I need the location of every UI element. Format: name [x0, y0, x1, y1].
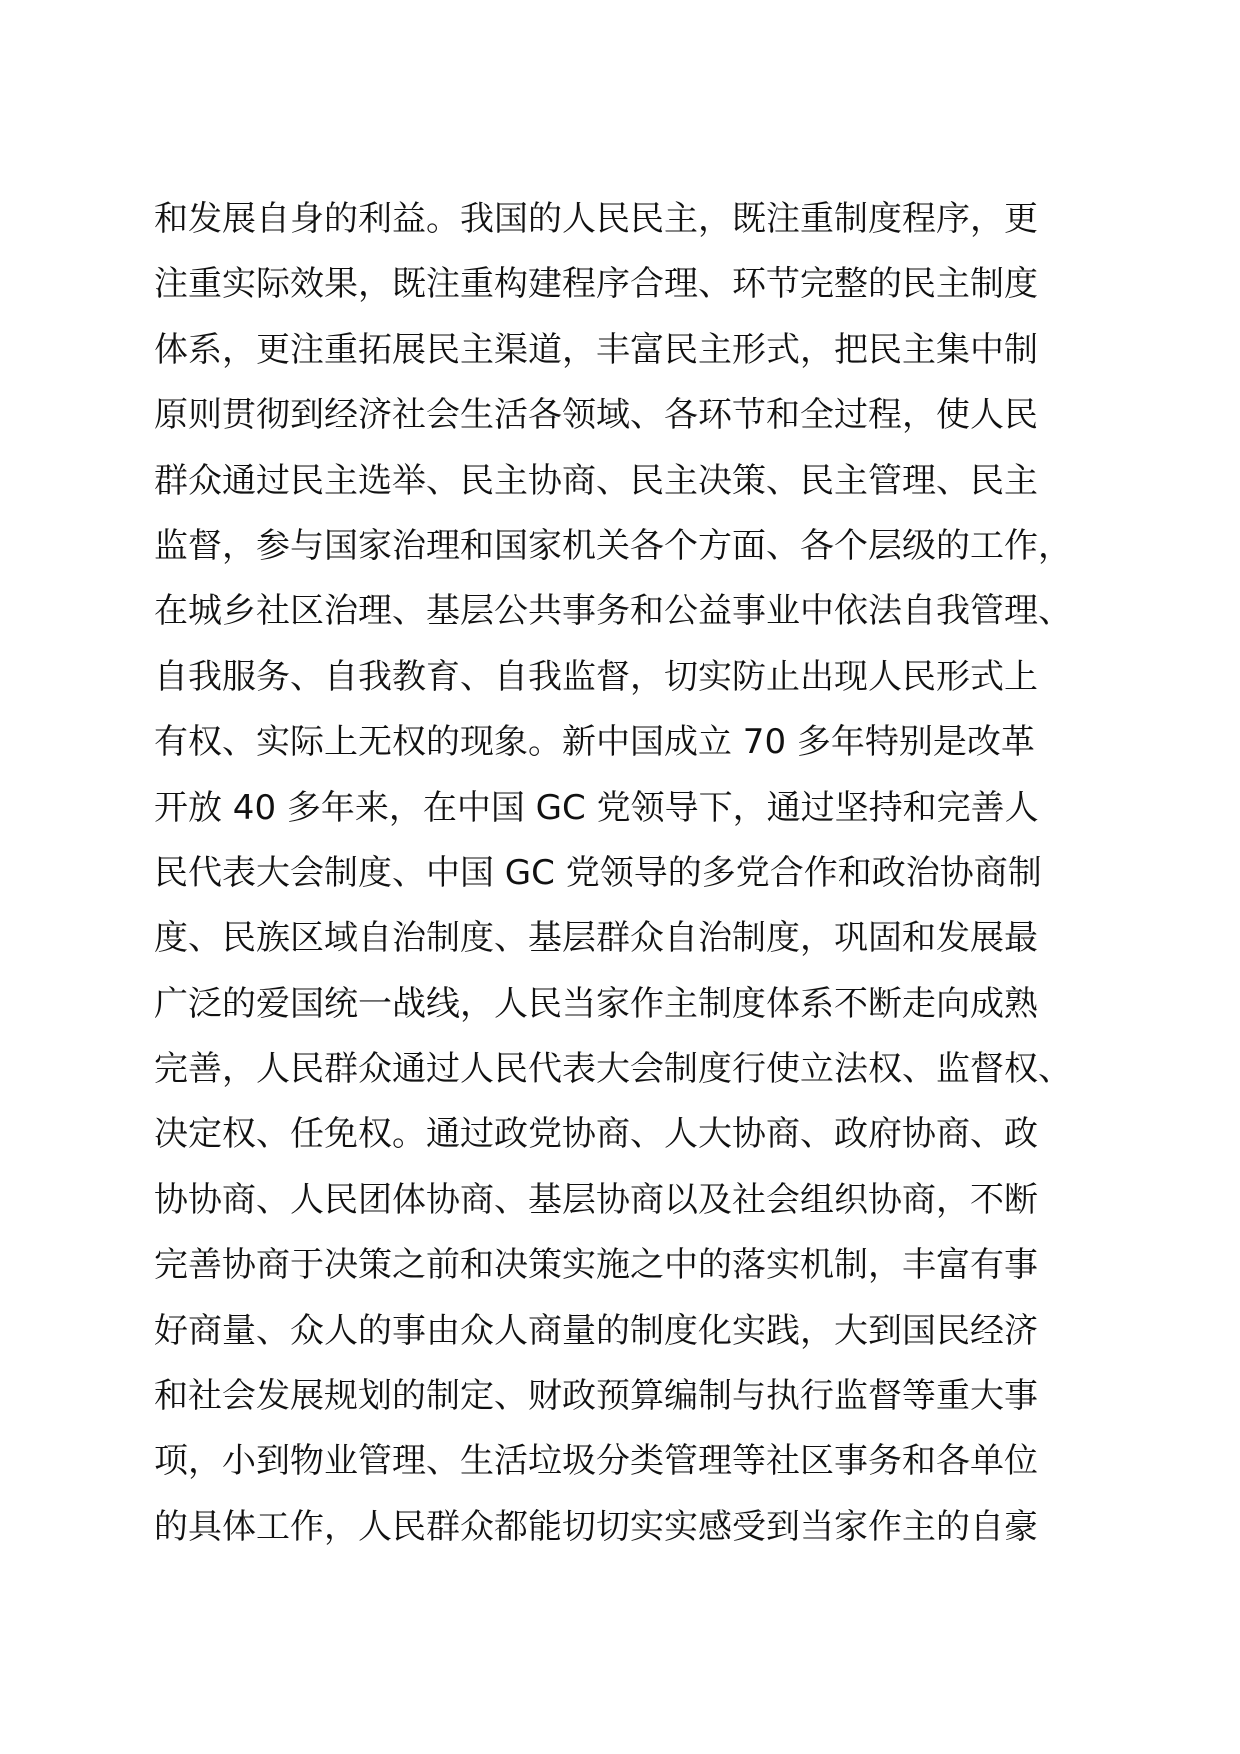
text-line: 监督，参与国家治理和国家机关各个方面、各个层级的工作，: [154, 525, 1072, 566]
text-line: 原则贯彻到经济社会生活各领域、各环节和全过程，使人民: [154, 395, 1038, 436]
text-line: 群众通过民主选举、民主协商、民主决策、民主管理、民主: [154, 460, 1038, 501]
text-line: 开放 40 多年来，在中国 GC 党领导下，通过坚持和完善人: [154, 787, 1039, 828]
text-line: 广泛的爱国统一战线，人民当家作主制度体系不断走向成熟: [154, 983, 1038, 1024]
text-line: 协协商、人民团体协商、基层协商以及社会组织协商，不断: [154, 1179, 1038, 1220]
text-line: 体系，更注重拓展民主渠道，丰富民主形式，把民主集中制: [154, 329, 1038, 370]
body-paragraph: [154, 187, 1104, 1560]
text-line: 自我服务、自我教育、自我监督，切实防止出现人民形式上: [154, 656, 1038, 697]
text-line: 在城乡社区治理、基层公共事务和公益事业中依法自我管理、: [154, 591, 1072, 632]
text-line: 有权、实际上无权的现象。新中国成立 70 多年特别是改革: [154, 722, 1035, 763]
text-line: 完善，人民群众通过人民代表大会制度行使立法权、监督权、: [154, 1049, 1072, 1090]
text-line: 项，小到物业管理、生活垃圾分类管理等社区事务和各单位: [154, 1441, 1038, 1482]
text-line: 完善协商于决策之前和决策实施之中的落实机制，丰富有事: [154, 1245, 1038, 1286]
text-line: 和社会发展规划的制定、财政预算编制与执行监督等重大事: [154, 1376, 1038, 1417]
text-line: 度、民族区域自治制度、基层群众自治制度，巩固和发展最: [154, 918, 1038, 959]
text-line: 和发展自身的利益。我国的人民民主，既注重制度程序，更: [154, 199, 1038, 239]
text-line: 的具体工作，人民群众都能切切实实感受到当家作主的自豪: [154, 1506, 1038, 1547]
text-line: 民代表大会制度、中国 GC 党领导的多党合作和政治协商制: [154, 852, 1042, 893]
text-line: 好商量、众人的事由众人商量的制度化实践，大到国民经济: [154, 1310, 1038, 1351]
text-line: 决定权、任免权。通过政党协商、人大协商、政府协商、政: [154, 1114, 1038, 1155]
text-line: 注重实际效果，既注重构建程序合理、环节完整的民主制度: [154, 264, 1038, 305]
